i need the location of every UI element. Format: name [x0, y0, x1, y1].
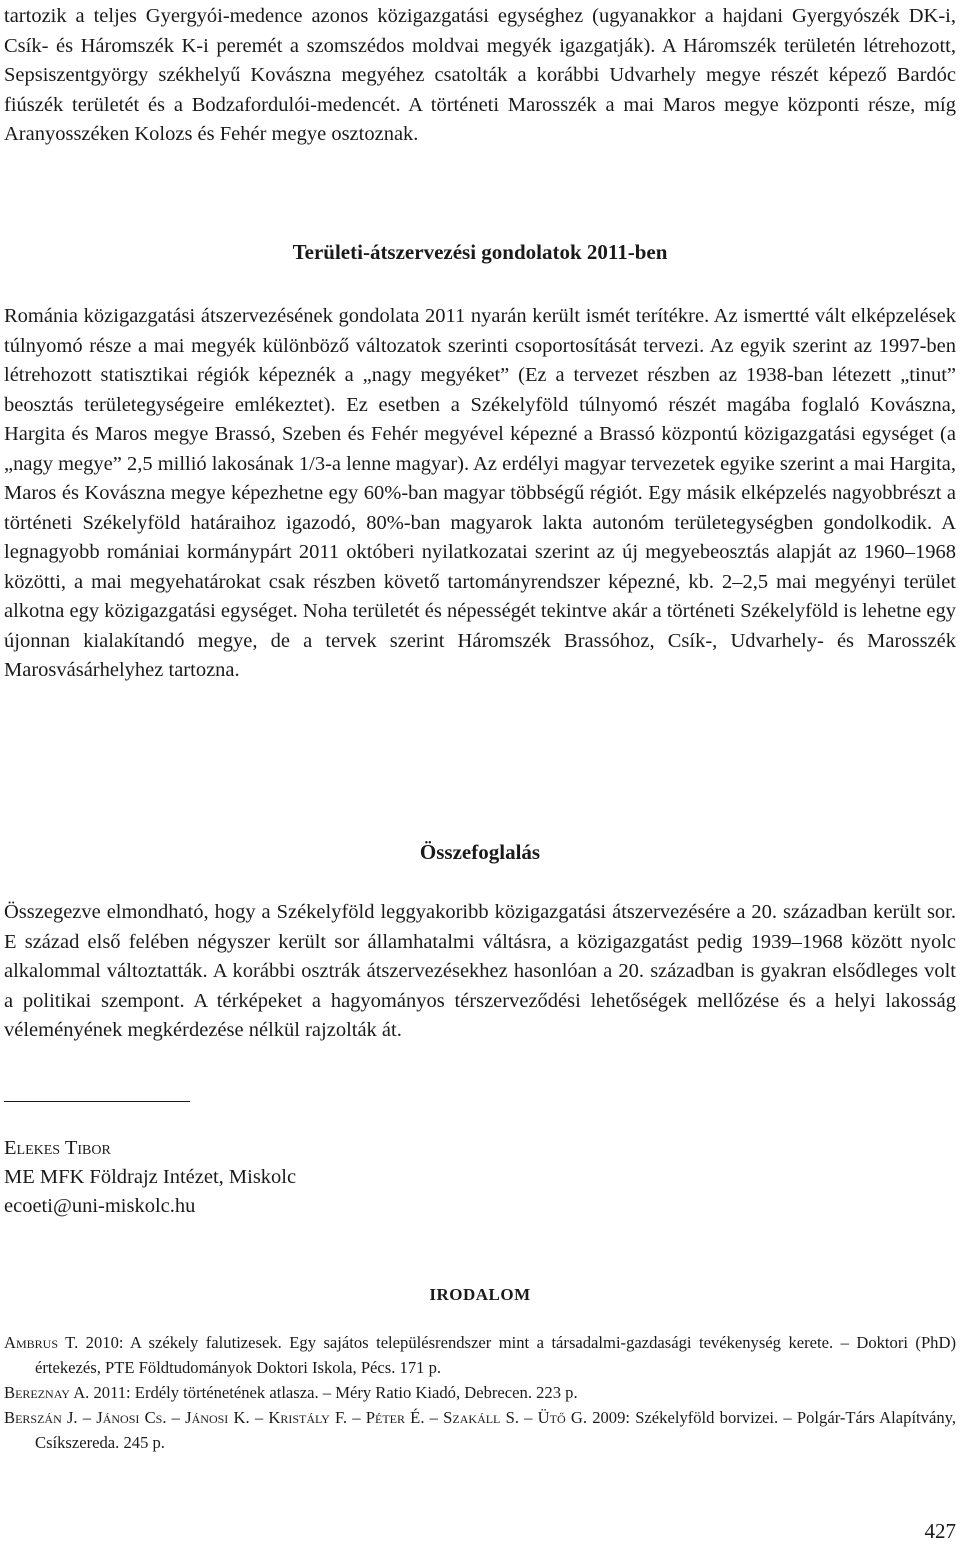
- reference-authors: Bereznay A.: [4, 1383, 90, 1402]
- references-list: [4, 1330, 956, 1455]
- reference-item: [4, 1330, 956, 1380]
- author-block: [4, 1134, 704, 1221]
- summary-paragraph: Összegezve elmondható, hogy a Székelyföld leggyakoribb közigazgatási átszervezésére a 20. században került sor. E század első felében négyszer került sor államhatalmi váltásra, a közigazgatást pedig 1939–1968 között nyolc alkalommal változtatták. A korábbi osztrák átszervezésekhez hasonlóan a 20. században is gyakran elsődleges volt a politikai szempont. A térképeket a hagyományos térszerveződési lehetőségek mellőzése és a helyi lakosság véleményének megkérdezése nélkül rajzolták át.: [4, 901, 956, 1041]
- page-number: 427: [924, 1519, 956, 1543]
- section-heading-reorganization: Területi-átszervezési gondolatok 2011-ben: [292, 240, 668, 264]
- section-heading-summary: Összefoglalás: [419, 840, 541, 864]
- reorganization-paragraph: Románia közigazgatási átszervezésének gondolata 2011 nyarán került ismét terítékre. Az ismertté vált elképzelések túlnyomó része a mai megyék különböző változatok szerinti csoportosítását tervezi. Az egyik szerint az 1997-ben létrehozott statisztikai régiók képeznék a „nagy megyéket” (Ez a tervezet részben az 1938-ban létezett „tinut” beosztás területegységeire emlékeztet). Ez esetben a Székelyföld túlnyomó részét magába foglaló Kovászna, Hargita és Maros megye Brassó, Szeben és Fehér megyével képezné a Brassó központú közigazgatási egységet (a „nagy megye” 2,5 millió lakosának 1/3-a lenne magyar). Az erdélyi magyar tervezetek egyike szerint a mai Hargita, Maros és Kovászna megye képezhetne egy 60%-ban magyar többségű régiót. Egy másik elképzelés nagyobbrészt a történeti Székelyföld határaihoz igazodó, 80%-ban magyarok lakta autonóm területegységben gondolkodik. A legnagyobb romániai kormánypárt 2011 októberi nyilatkozatai szerint az új megyebeosztás alapját az 1960–1968 közötti, a mai megyehatárokat csak részben követő tartományrendszer képezné, kb. 2–2,5 mai megyényi terület alkotna egy közigazgatási egységet. Noha területét és népességét tekintve akár a történeti Székelyföld is lehetne egy újonnan kialakítandó megye, de a tervek szerint Háromszék Brassóhoz, Csík-, Udvarhely- és Marosszék Marosvásárhelyhez tartozna.: [4, 305, 956, 681]
- author-email[interactable]: ecoeti@uni-miskolc.hu: [4, 1195, 196, 1217]
- reference-text: 2011: Erdély történetének atlasza. – Méry Ratio Kiadó, Debrecen. 223 p.: [89, 1383, 578, 1402]
- reference-item: [4, 1380, 956, 1405]
- reference-text: 2010: A székely falutizesek. Egy sajátos településrendszer mint a társadalmi-gazdasági tevékenység kerete. – Doktori (PhD) értekezés, PTE Földtudományok Doktori Iskola, Pécs. 171 p.: [35, 1333, 956, 1377]
- reference-authors: Ambrus T.: [4, 1333, 79, 1352]
- references-heading: IRODALOM: [429, 1285, 531, 1304]
- author-affiliation: ME MFK Földrajz Intézet, Miskolc: [4, 1166, 297, 1188]
- reference-text: 2009: Székelyföld borvizei. – Polgár-Társ Alapítvány, Csíkszereda. 245 p.: [35, 1408, 956, 1452]
- reference-item: [4, 1405, 956, 1455]
- footnote-divider: [4, 1101, 190, 1102]
- intro-paragraph: tartozik a teljes Gyergyói-medence azonos közigazgatási egységhez (ugyanakkor a hajdani Gyergyószék DK-i, Csík- és Háromszék K-i peremét a szomszédos moldvai megyék igazgatják). A Háromszék területén létrehozott, Sepsiszentgyörgy székhelyű Kovászna megyéhez csatolták a korábbi Udvarhely megye részét képező Bardóc fiúszék területét és a Bodzafordulói-medencét. A történeti Marosszék a mai Maros megye központi része, míg Aranyosszéken Kolozs és Fehér megye osztoznak.: [4, 5, 956, 145]
- author-name: Elekes Tibor: [4, 1137, 111, 1159]
- reference-authors: Berszán J. – Jánosi Cs. – Jánosi K. – Kristály F. – Péter É. – Szakáll S. – Ütő G.: [4, 1408, 587, 1427]
